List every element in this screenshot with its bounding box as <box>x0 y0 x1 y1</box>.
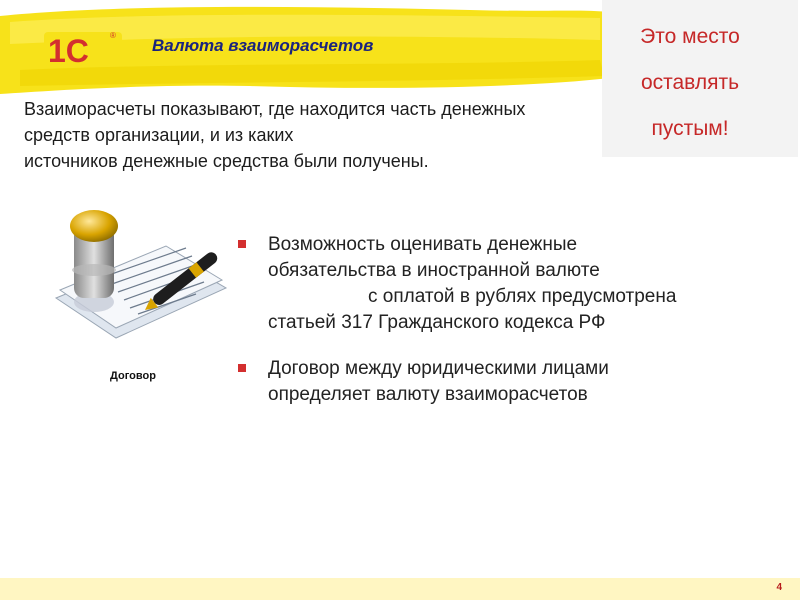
slide-title: Валюта взаиморасчетов <box>152 36 374 55</box>
bullet-1-line-4: статьей 317 Гражданского кодекса РФ <box>268 312 606 333</box>
contract-stamp-pen-icon <box>46 198 232 354</box>
footer-band <box>0 578 800 600</box>
bullet-1-line-1: Возможность оценивать денежные <box>268 234 578 255</box>
placeholder-line-3: пустым! <box>651 117 729 140</box>
intro-line-2: средств организации, и из каких <box>24 125 294 145</box>
bullet-item <box>236 232 796 336</box>
intro-line-1: Взаиморасчеты показывают, где находится часть денежных <box>24 99 526 119</box>
bullet-1-line-2: обязательства в иностранной валюте <box>268 260 600 281</box>
bullet-2-line-1: Договор между юридическими лицами <box>268 358 609 379</box>
placeholder-line-2: оставлять <box>640 71 740 94</box>
bullet-2-line-2: определяет валюту взаиморасчетов <box>268 384 588 405</box>
logo-registered-mark: ® <box>110 31 116 40</box>
bullet-1-line-3: с оплатой в рублях предусмотрена <box>368 286 677 307</box>
bullet-marker-icon <box>238 240 246 248</box>
logo-text: 1С <box>48 33 89 69</box>
placeholder-line-1: Это место <box>640 25 740 48</box>
bullet-item <box>236 356 796 408</box>
figure-caption: Договор <box>110 370 156 382</box>
bullet-marker-icon <box>238 364 246 372</box>
page-number: 4 <box>776 582 782 593</box>
bullet-list <box>236 232 796 428</box>
1c-logo <box>44 26 124 70</box>
intro-line-3: источников денежные средства были получены. <box>24 151 429 171</box>
intro-paragraph <box>24 96 724 174</box>
